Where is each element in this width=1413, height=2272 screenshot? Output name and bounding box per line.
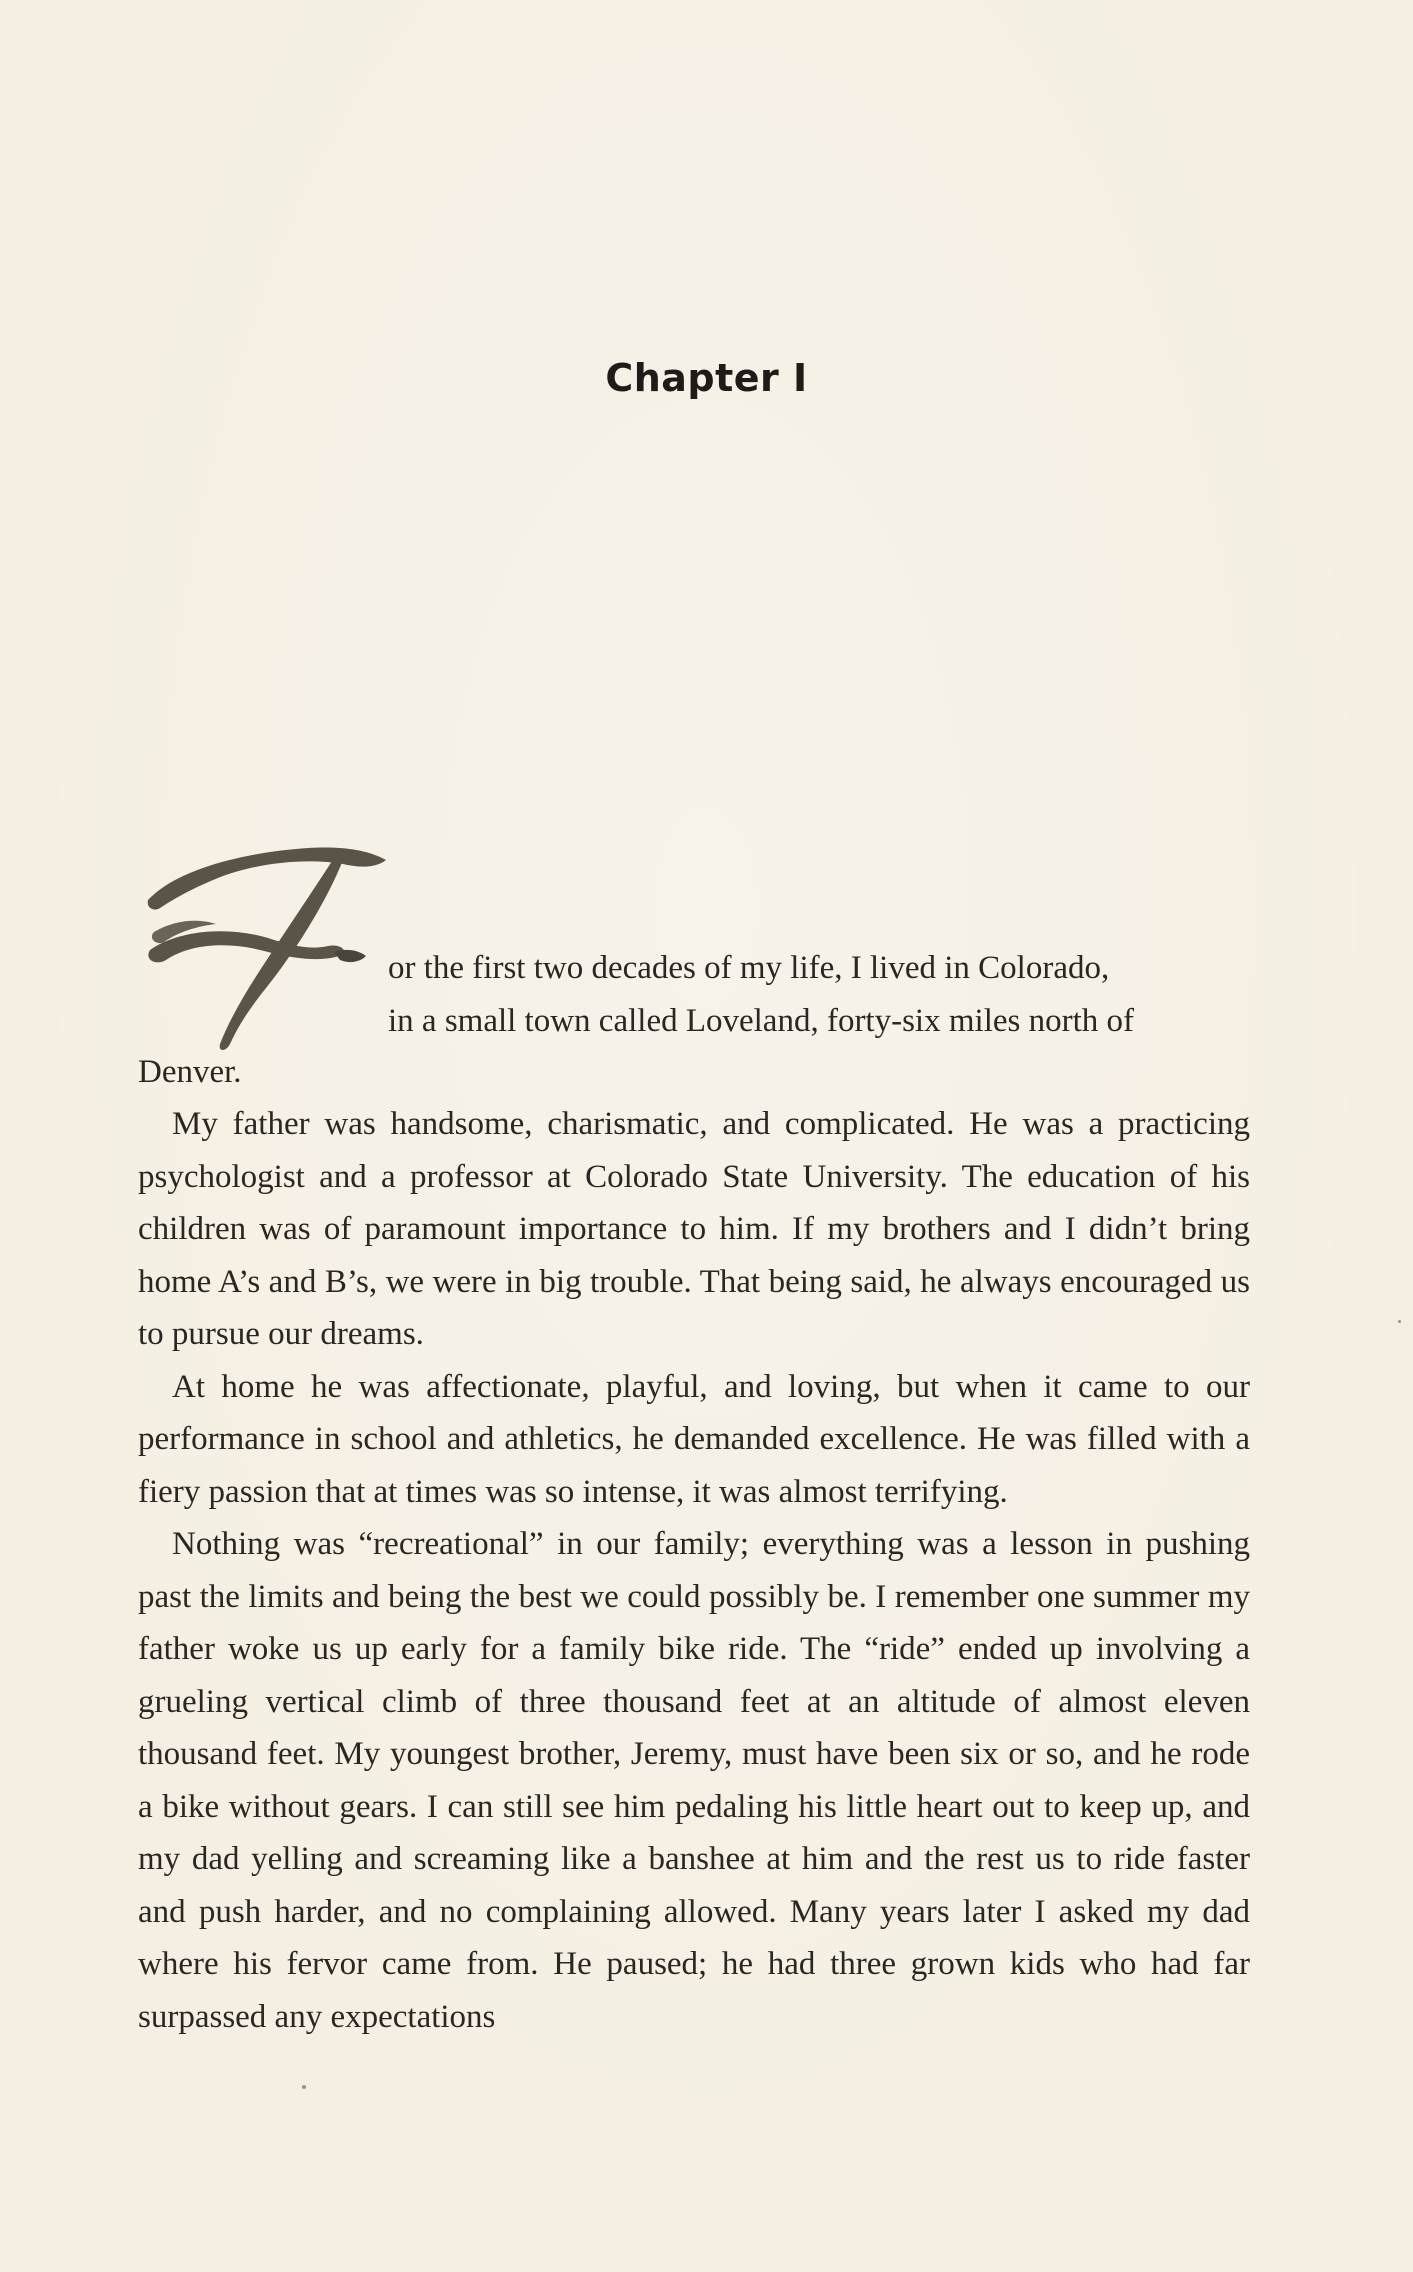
paragraph: Nothing was “recreational” in our family; everything was a lesson in pushing past the limits and being the best we could possibly be. I remember one summer my father woke us up early for a family bike ride. The “ride” ended up involving a grueling vertical climb of three thousand feet at an altitude of almost eleven thousand feet. My youngest brother, Jeremy, must have been six or so, and he rode a bike without gears. I can still see him pedaling his little heart out to keep up, and my dad yelling and screaming like a banshee at him and the rest us to ride faster and push harder, and no complaining allowed. Many years later I asked my dad where his fervor came from. He paused; he had three grown kids who had far surpassed any expectations <box>138 1526 1250 2035</box>
paragraph: My father was handsome, charismatic, and complicated. He was a practicing psychologist and a professor at Colorado State University. The education of his children was of paramount importance to him. If my brothers and I didn’t bring home A’s and B’s, we were in big trouble. That being said, he always encouraged us to pursue our dreams. <box>138 1106 1250 1352</box>
chapter-title: Chapter I <box>605 356 808 400</box>
paper-speck <box>302 2085 306 2089</box>
paper-speck <box>1398 1320 1401 1323</box>
opening-line-3: Denver. <box>138 1054 242 1090</box>
paragraph: At home he was affectionate, playful, and loving, but when it came to our performance in school and athletics, he demanded excellence. He was filled with a fiery passion that at times was so intense, it was almost terrifying. <box>138 1368 1250 1510</box>
dropcap-letter-f <box>138 838 398 1058</box>
opening-line-1: or the first two decades of my life, I lived in Colorado, <box>388 950 1110 986</box>
body-text <box>138 1098 1250 2043</box>
opening-line-2: in a small town called Loveland, forty-six miles north of <box>388 1003 1134 1039</box>
